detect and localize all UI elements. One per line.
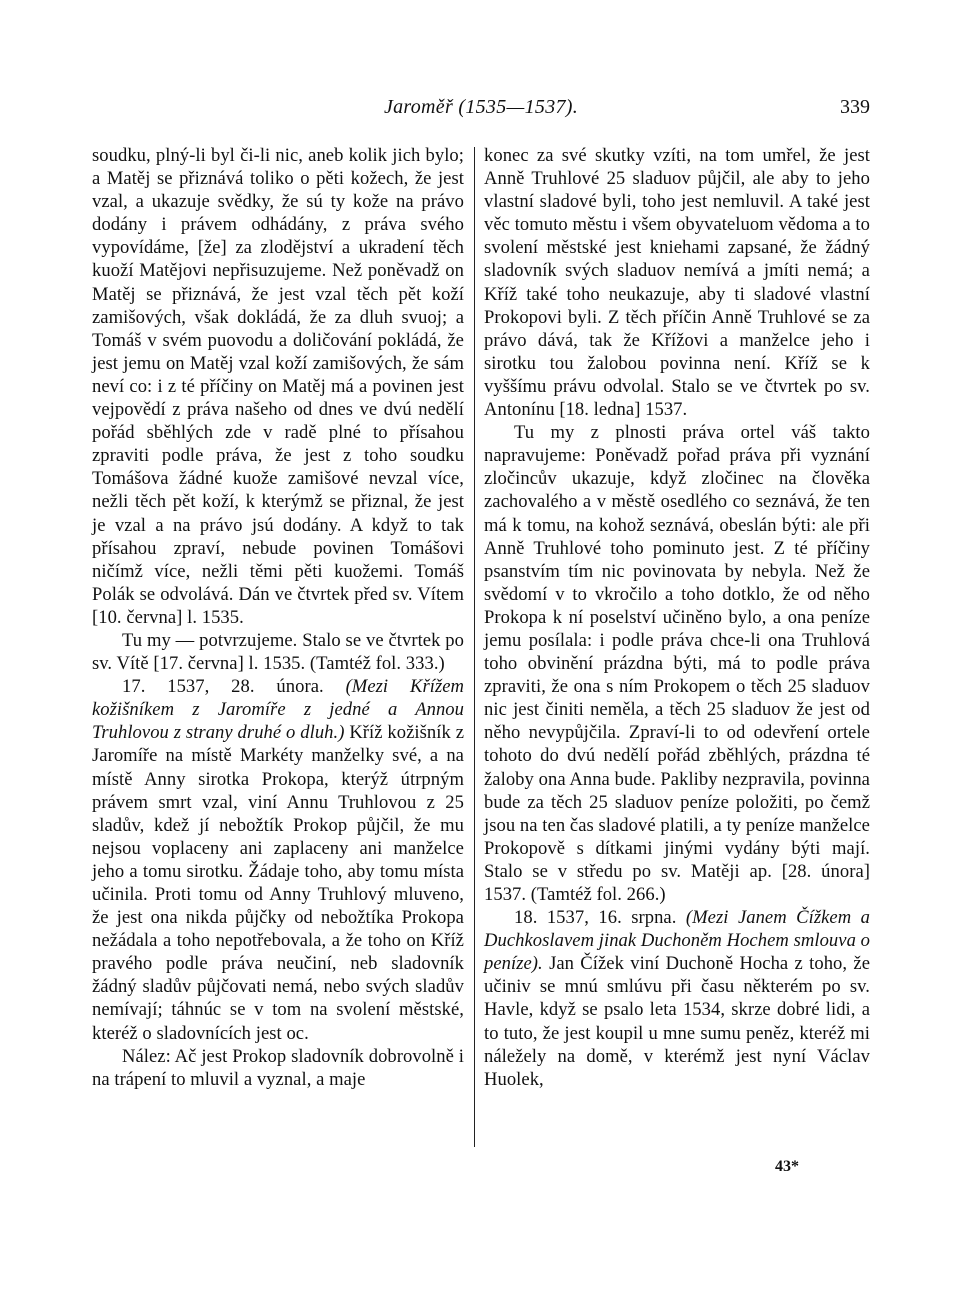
entry-body: Kříž kožišník z Jaromíře na místě Markéty manželky své, a na místě Anny sirotka Prokopa, kterýž útrpným právem smrt vzal, viní Annu Truhlovou z 25 sladův, kdež jí nebožtík Prokop půjčil, že mu nejsou voplaceny ani zaplaceny ani manželce jeho a tomu sirotku. Žádaje toho, aby tomu místa učinila. Proti tomu od Anny Truhlový mluveno, že jest ona nikda půjčky od nebožtíka Prokopa nežádala a toho nepotřebovala, a že toho on Kříž pravého podle práva neučiní, neb sladovník žádný sladův půjčovati nemá, nebo svých sladův nemívají; táhnúc se v tom na svolení městské, kteréž o sladovnících jest oc. — [92, 722, 464, 1044]
entry-body: Jan Čížek viní Duchoně Hocha z toho, že učiniv se mnú smlúvu při času některém po sv. Havle, když se psalo leta 1534, skrze dobré lidi, a to tuto, že jest koupil u mne sumu peněz, kteréž mi náležely na domě, v kterémž jest nyní Václav Huolek, — [484, 953, 870, 1090]
paragraph: Nález: Ač jest Prokop sladovník dobrovolně i na trápení to mluvil a vyznal, a maje — [92, 1045, 464, 1090]
entry-paragraph — [92, 675, 464, 1045]
entry-paragraph — [484, 906, 870, 1091]
paragraph: Tu my z plnosti práva ortel váš takto napravujeme: Poněvadž pořad práva při vyznání zločincův ukazuje, když zločinec na člověka zachovalého a v městě osedlého co seznává, že ten má k tomu, na kohož seznává, obeslán býti: ale při Anně Truhlové toho pominuto jest. Z té příčiny psanstvím tím nic povinovata by nebyla. Než že svědomí v to vkročilo a toho dotklo, že od něho Prokopa k ní poselství učiněno bylo, a ona peníze jemu posílala: i podle práva chce-li ona Truhlová toho obvinění prázdna býti, má to podle práva zpraviti, že ona s ním Prokopem o těch 25 sladuov nic jest činiti neměla, a těch 25 sladuov že jest od něho nevypůjčila. Zpraví-li to od odevření ortele tohoto do dvú nedělí pořád zběhlých, prázdna té žaloby ona Anna bude. Pakliby nezpravila, povinna bude za těch 25 sladuov peníze položiti, po čemž jsou na ten čas sladové platili, a ty peníze manželce Prokopově s dítkami jinými vydány býti mají. Stalo se v středu po sv. Matěji ap. [28. února] 1537. (Tamtéž fol. 266.) — [484, 422, 870, 905]
paragraph: konec za své skutky vzíti, na tom umřel, že jest Anně Truhlové 25 sladuov půjčil, ale aby to jeho vlastní sladové byli, toho jest nemluvil. A také jest věc tomuto městu i všem obyvateluom vědoma a to svolení městské jest kniehami zapsané, že žádný sladovník svých sladuov nemívá a jmíti nemá; a Kříž také toho neukazuje, aby ti sladové vlastní Prokopovi byli. Z těch příčin Anně Truhlové se za právo dává, tak že Křížovi a manželce jeho i sirotku tou žalobou povinna není. Kříž se k vyššímu právu odvolal. Stalo se ve čtvrtek po sv. Antonínu [18. ledna] 1537. — [484, 145, 870, 421]
signature-mark: 43* — [775, 1158, 799, 1175]
column-divider — [474, 147, 475, 1147]
right-column — [484, 144, 870, 1091]
entry-subject: (Mezi Křížem kožišníkem z Jaromíře z jedné a Annou Truhlovou z strany druhé o dluh.) — [92, 676, 465, 744]
paragraph: soudku, plný-li byl či-li nic, aneb kolik jich bylo; a Matěj se přiznává toliko o pěti kožech, že jest vzal, a ukazuje svědky, že sú ty kože na právo dodány i právem odhádány, z práva svého vypovídáme, [že] za zlodějství a ukradení těch kuoží Matějovi nepřisuzujeme. Než poněvadž on Matěj se přiznává, že jest vzal těch pět koží zamišových, však dokládá, že za dluh svuoj; a Tomáš v svém puovodu a doličování pokládá, že jest jemu on Matěj vzal koží zamišových, že sám neví co: i z té příčiny on Matěj má a povinen jest vejpovědí z práva našeho od dnes ve dvú nedělí pořád sběhlých zde v radě plné to přísahou zpraviti podle práva, že jest z toho soudku Tomášova žádné kuože zamišové nevzal více, nežli těch pět koží, k kterýmž se přiznal, že jest je vzal a na právo jsú dodány. A když to tak přísahou zpraví, nebude povinen Tomášovi ničímž více, nežli těmi pěti kuožemi. Tomáš Polák se odvolává. Dán ve čtvrtek před sv. Vítem [10. června] l. 1535. — [92, 145, 464, 628]
page-number: 339 — [840, 96, 870, 118]
entry-heading: 17. 1537, 28. února. — [122, 676, 324, 698]
entry-heading: 18. 1537, 16. srpna. — [514, 907, 677, 929]
entry-subject: (Mezi Janem Čížkem a Duchkoslavem jinak Duchoněm Hochem smlouva o peníze). — [484, 907, 870, 975]
running-title: Jaroměř (1535—1537). — [383, 96, 579, 118]
paragraph: Tu my — potvrzujeme. Stalo se ve čtvrtek po sv. Vítě [17. června] l. 1535. (Tamtéž fol. 333.) — [92, 629, 464, 675]
left-column — [92, 144, 464, 1091]
running-head — [92, 96, 870, 126]
